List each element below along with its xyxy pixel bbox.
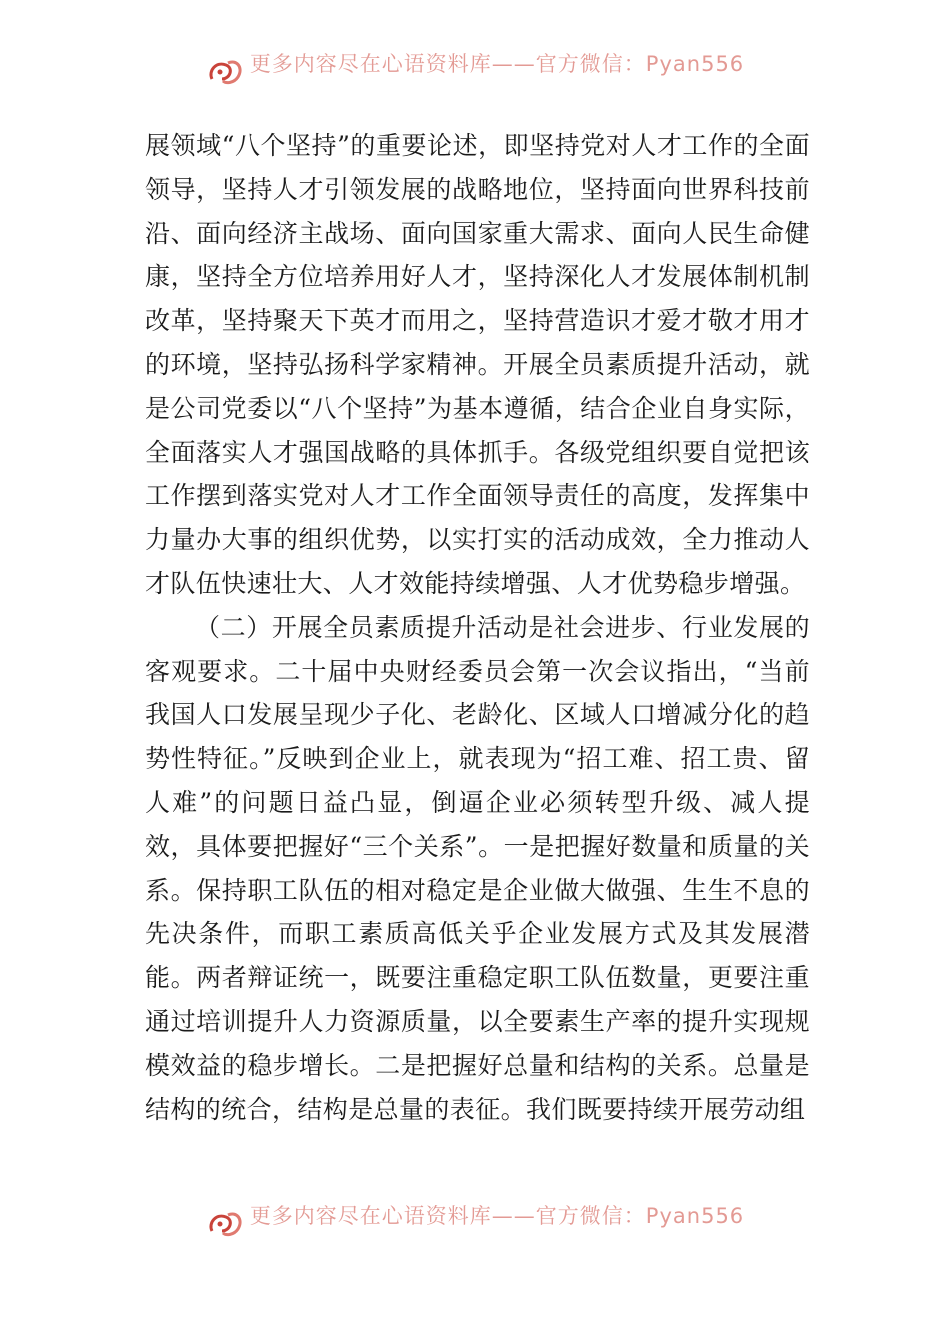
watermark-text: 更多内容尽在心语资料库——官方微信：Pyan556 xyxy=(249,1204,745,1228)
watermark-logo-icon xyxy=(206,1209,246,1239)
watermark-header xyxy=(0,52,950,92)
watermark-logo-icon xyxy=(206,57,246,87)
watermark-footer xyxy=(0,1204,950,1244)
document-body xyxy=(145,124,810,1131)
watermark-text: 更多内容尽在心语资料库——官方微信：Pyan556 xyxy=(249,52,745,76)
paragraph: （二）开展全员素质提升活动是社会进步、行业发展的客观要求。二十届中央财经委员会第一次会议指出，“当前我国人口发展呈现少子化、老龄化、区域人口增减分化的趋势性特征。”反映到企业上，就表现为“招工难、招工贵、留人难”的问题日益凸显，倒逼企业必须转型升级、减人提效，具体要把握好“三个关系”。一是把握好数量和质量的关系。保持职工队伍的相对稳定是企业做大做强、生生不息的先决条件，而职工素质高低关乎企业发展方式及其发展潜能。两者辩证统一，既要注重稳定职工队伍数量，更要注重通过培训提升人力资源质量，以全要素生产率的提升实现规模效益的稳步增长。二是把握好总量和结构的关系。总量是结构的统合，结构是总量的表征。我们既要持续开展劳动组 xyxy=(145,612,810,1124)
paragraph: 展领域“八个坚持”的重要论述，即坚持党对人才工作的全面领导，坚持人才引领发展的战略地位，坚持面向世界科技前沿、面向经济主战场、面向国家重大需求、面向人民生命健康，坚持全方位培养用好人才，坚持深化人才发展体制机制改革，坚持聚天下英才而用之，坚持营造识才爱才敬才用才的环境，坚持弘扬科学家精神。开展全员素质提升活动，就是公司党委以“八个坚持”为基本遵循，结合企业自身实际，全面落实人才强国战略的具体抓手。各级党组织要自觉把该工作摆到落实党对人才工作全面领导责任的高度，发挥集中力量办大事的组织优势，以实打实的活动成效，全力推动人才队伍快速壮大、人才效能持续增强、人才优势稳步增强。 xyxy=(145,131,810,598)
